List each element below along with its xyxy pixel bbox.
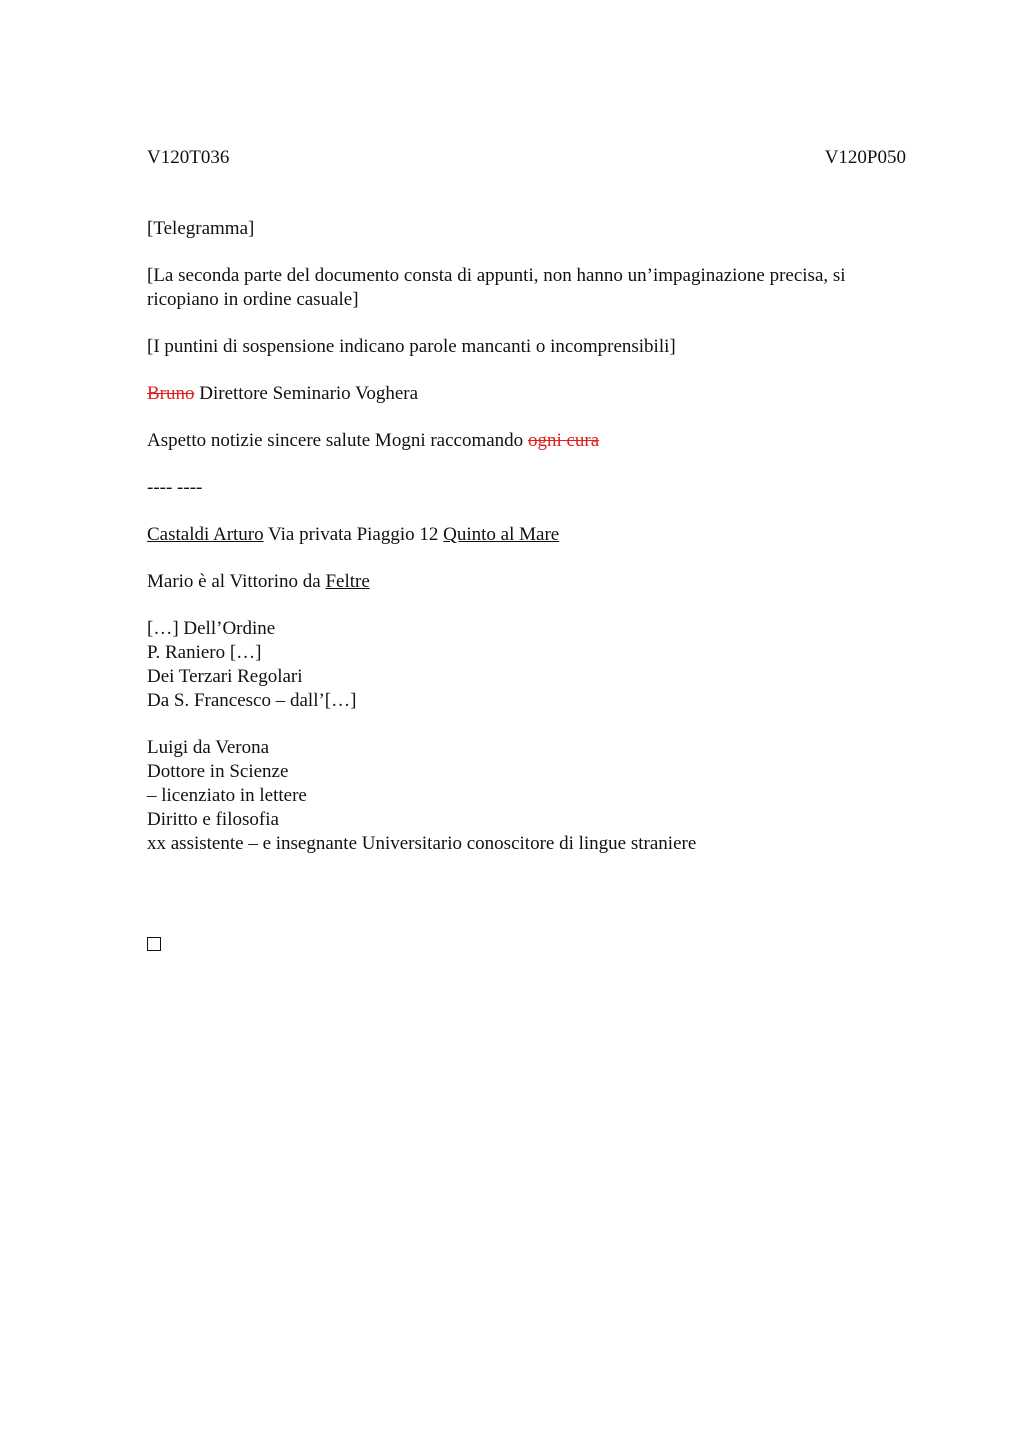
order-line: P. Raniero […] [147, 642, 262, 663]
address-name: Castaldi Arturo [147, 524, 264, 545]
order-line: Da S. Francesco – dall’[…] [147, 690, 357, 711]
luigi-line: Diritto e filosofia [147, 809, 279, 830]
luigi-line: xx assistente – e insegnante Universitario conoscitore di lingue straniere [147, 833, 697, 854]
left-document-code: V120T036 [147, 147, 230, 168]
page-header [147, 146, 906, 170]
mario-line [147, 570, 907, 594]
document-type-label: [Telegramma] [147, 218, 255, 239]
struck-addressee-name: Bruno [147, 383, 195, 404]
luigi-line: Luigi da Verona [147, 737, 270, 758]
struck-message-words: ogni cura [527, 430, 600, 451]
address-place: Quinto al Mare [443, 524, 560, 545]
document-body [147, 217, 907, 879]
luigi-line: Dottore in Scienze [147, 761, 289, 782]
mario-place: Feltre [325, 571, 370, 592]
right-document-code: V120P050 [824, 147, 906, 168]
message-text: Aspetto notizie sincere salute Mogni raccomando [147, 430, 528, 451]
addressee-title: Direttore Seminario Voghera [194, 383, 419, 404]
order-block [147, 617, 907, 713]
order-line: […] Dell’Ordine [147, 618, 276, 639]
telegram-addressee [147, 382, 907, 406]
separator-line: ---- ---- [147, 477, 203, 498]
ordering-note: [La seconda parte del documento consta di appunti, non hanno un’impaginazione precisa, si ricopiano in ordine casuale] [147, 265, 846, 310]
ellipsis-note: [I puntini di sospensione indicano parole mancanti o incomprensibili] [147, 336, 676, 357]
luigi-block [147, 736, 907, 856]
telegram-message [147, 429, 907, 453]
address-street: Via privata Piaggio 12 [263, 524, 444, 545]
mario-text: Mario è al Vittorino da [147, 571, 326, 592]
luigi-line: – licenziato in lettere [147, 785, 307, 806]
address-line [147, 523, 907, 547]
order-line: Dei Terzari Regolari [147, 666, 303, 687]
empty-checkbox[interactable] [147, 937, 161, 951]
